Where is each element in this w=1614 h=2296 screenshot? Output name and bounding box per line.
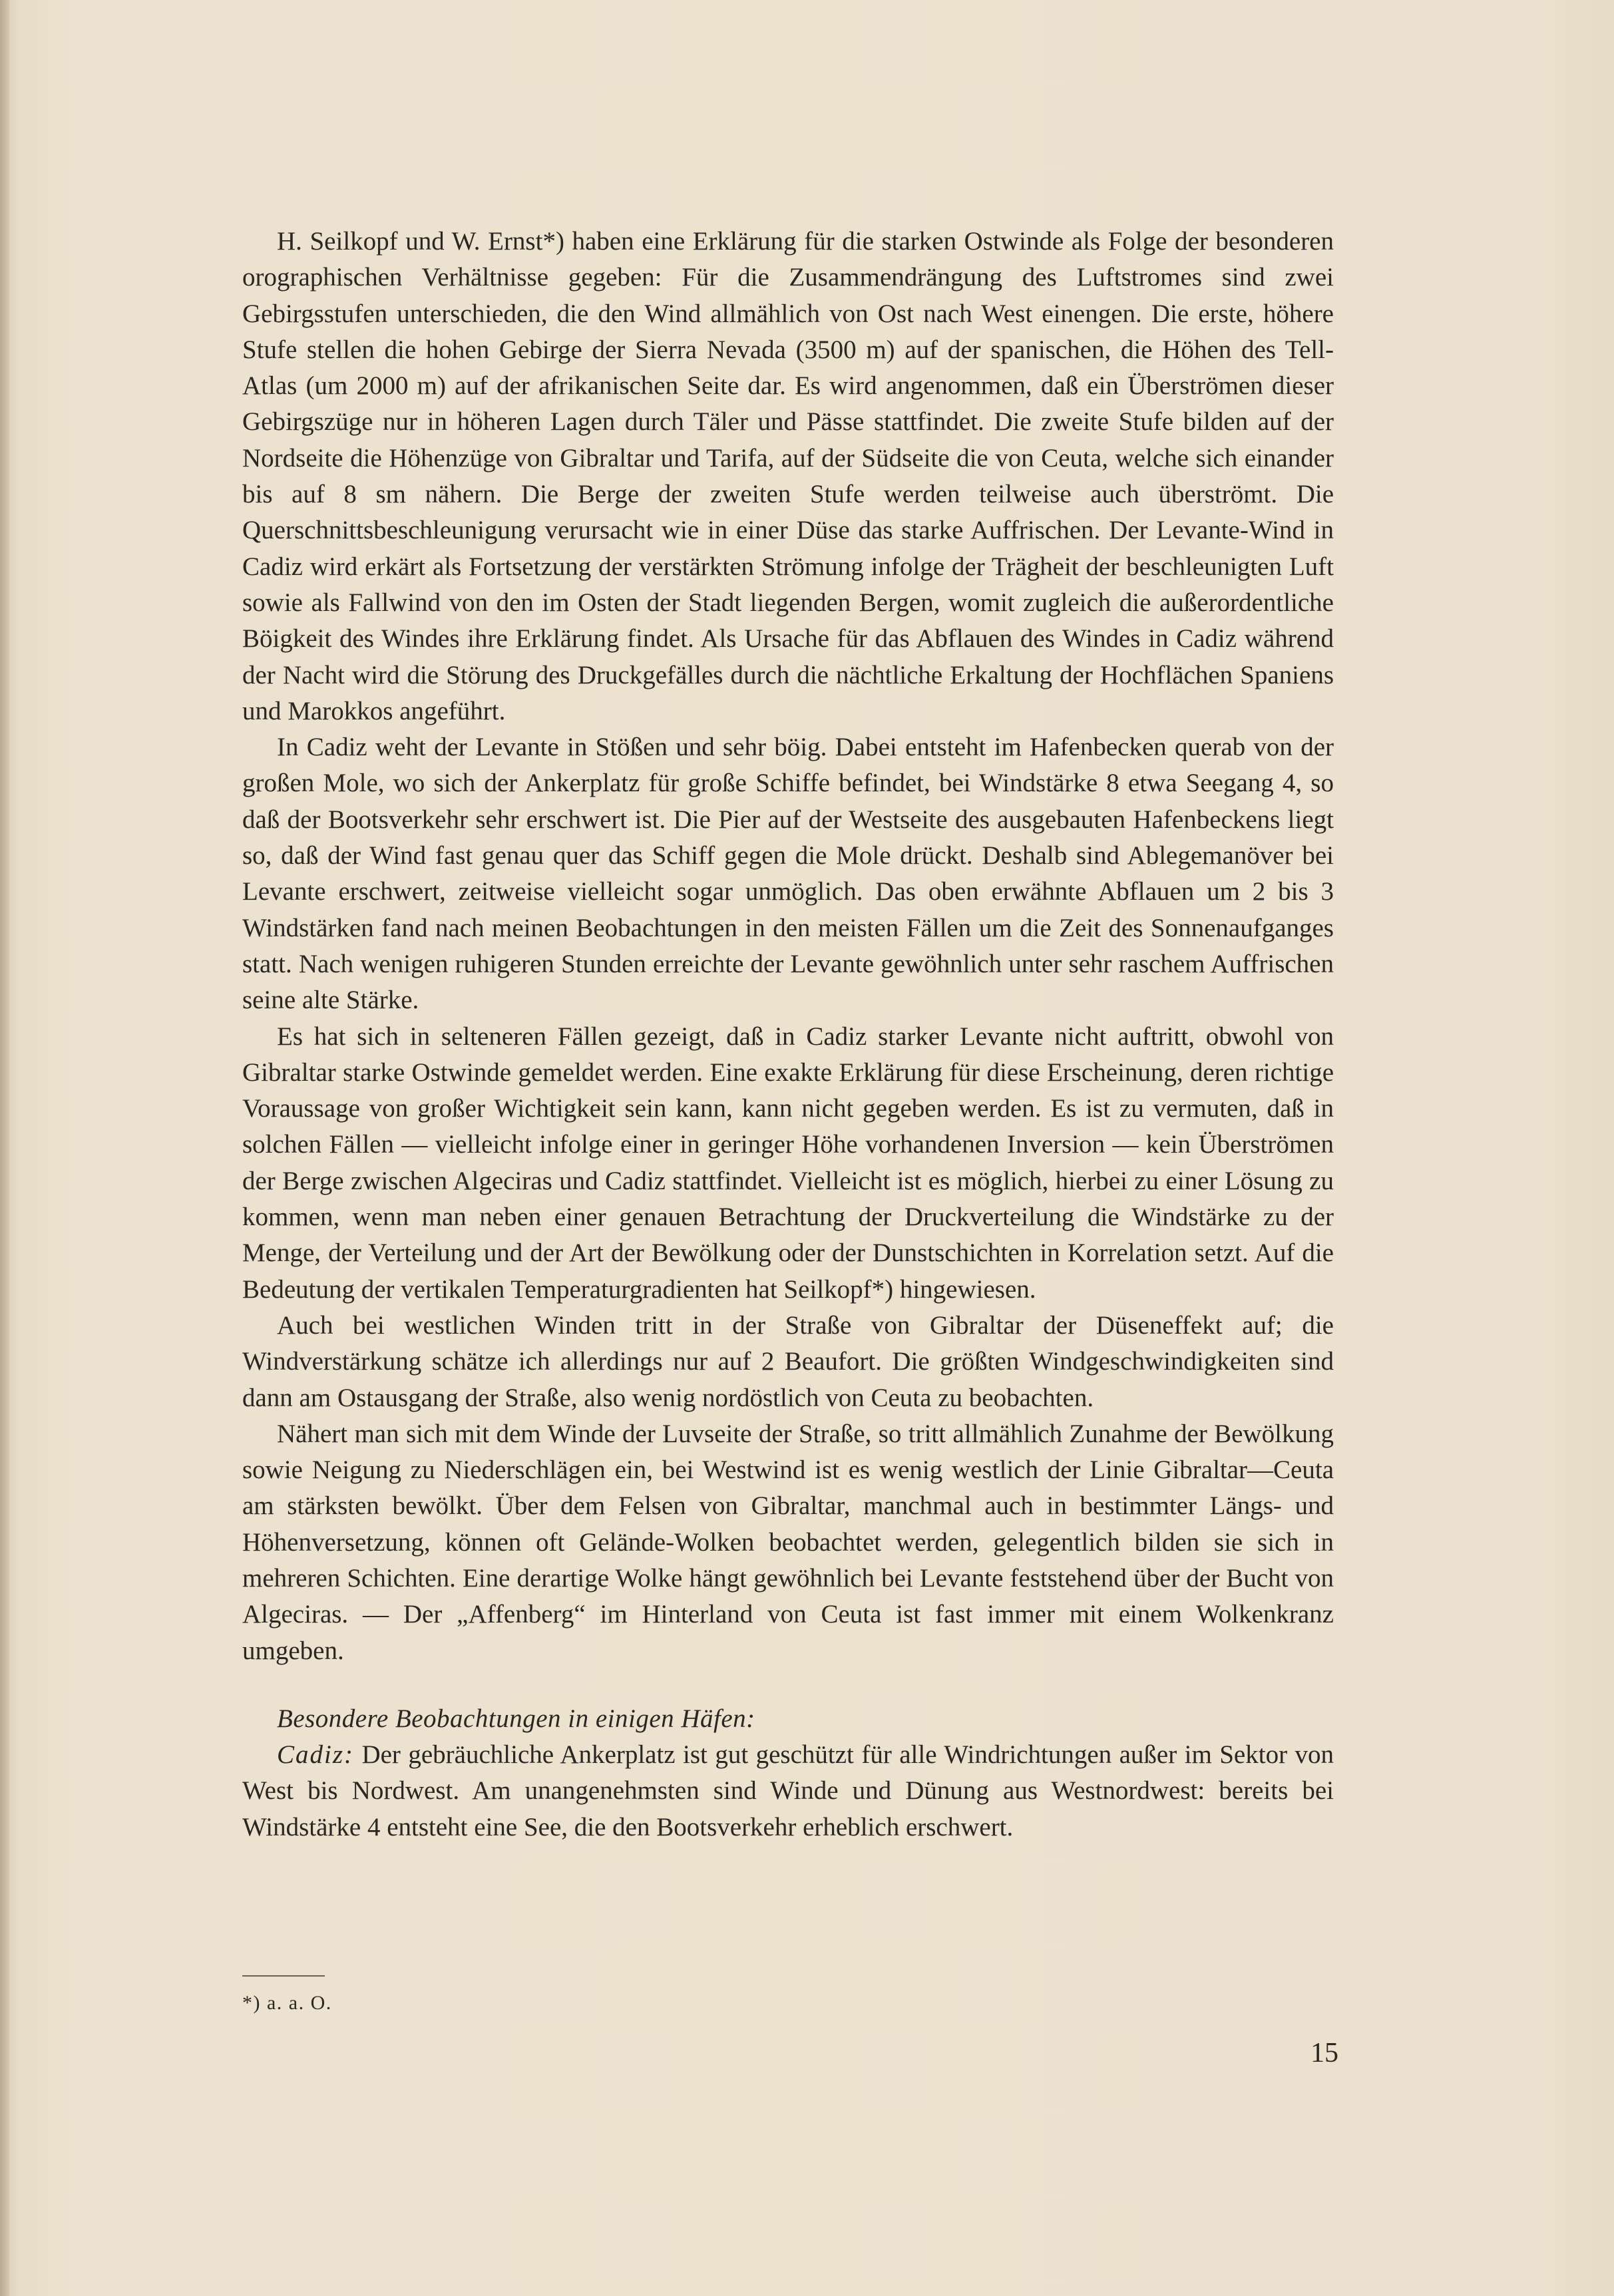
cadiz-text: Der gebräuchliche Ankerplatz ist gut geschützt für alle Windrichtungen außer im Sektor von West bis Nordwest. Am unangenehmsten sind Winde und Dünung aus Westnordwest: bereits bei Windstärke 4 entsteht eine See, die den Bootsverkehr erheblich erschwert.: [242, 1740, 1334, 1841]
paragraph-5: Nähert man sich mit dem Winde der Luvseite der Straße, so tritt allmählich Zunahme der Bewölkung sowie Neigung zu Niederschlägen ein, bei Westwind ist es wenig westlich der Linie Gibraltar—Ceuta am stärksten bewölkt. Über dem Felsen von Gibraltar, manchmal auch in bestimmter Längs- und Höhenversetzung, können oft Gelände-Wolken beobachtet werden, gelegentlich bilden sie sich in mehreren Schichten. Eine derartige Wolke hängt gewöhnlich bei Levante feststehend über der Bucht von Algeciras. — Der „Affenberg“ im Hinterland von Ceuta ist fast immer mit einem Wolkenkranz umgeben.: [242, 1419, 1334, 1665]
cadiz-label: Cadiz:: [277, 1740, 355, 1770]
paragraph-cadiz: [242, 1737, 1334, 1845]
body-text: [242, 224, 1334, 1845]
paragraph-2: In Cadiz weht der Levante in Stößen und sehr böig. Dabei entsteht im Hafenbecken querab von der großen Mole, wo sich der Ankerplatz für große Schiffe befindet, bei Windstärke 8 etwa Seegang 4, so daß der Bootsverkehr sehr erschwert ist. Die Pier auf der Westseite des ausgebauten Hafenbeckens liegt so, daß der Wind fast genau quer das Schiff gegen die Mole drückt. Deshalb sind Ablegemanöver bei Levante erschwert, zeitweise vielleicht sogar unmöglich. Das oben erwähnte Abflauen um 2 bis 3 Windstärken fand nach meinen Beobachtungen in den meisten Fällen um die Zeit des Sonnenaufganges statt. Nach wenigen ruhigeren Stunden erreichte der Levante gewöhnlich unter sehr raschem Auffrischen seine alte Stärke.: [242, 733, 1334, 1015]
footnote: *) a. a. O.: [242, 1992, 332, 2014]
paragraph-1: H. Seilkopf und W. Ernst*) haben eine Erklärung für die starken Ostwinde als Folge der besonderen orographischen Verhältnisse gegeben: Für die Zusammendrängung des Luftstromes sind zwei Gebirgsstufen unterschieden, die den Wind allmählich von Ost nach West einengen. Die erste, höhere Stufe stellen die hohen Gebirge der Sierra Nevada (3500 m) auf der spanischen, die Höhen des Tell-Atlas (um 2000 m) auf der afrikanischen Seite dar. Es wird angenommen, daß ein Überströmen dieser Gebirgszüge nur in höheren Lagen durch Täler und Pässe stattfindet. Die zweite Stufe bilden auf der Nordseite die Höhenzüge von Gibraltar und Tarifa, auf der Südseite die von Ceuta, welche sich einander bis auf 8 sm nähern. Die Berge der zweiten Stufe werden teilweise auch überströmt. Die Querschnittsbeschleunigung verursacht wie in einer Düse das starke Auffrischen. Der Levante-Wind in Cadiz wird erkärt als Fortsetzung der verstärkten Strömung infolge der Trägheit der beschleunigten Luft sowie als Fallwind von den im Osten der Stadt liegenden Bergen, womit zugleich die außerordentliche Böigkeit des Windes ihre Erklärung findet. Als Ursache für das Abflauen des Windes in Cadiz während der Nacht wird die Störung des Druckgefälles durch die nächtliche Erkaltung der Hochflächen Spaniens und Marokkos angeführt.: [242, 227, 1334, 725]
section-heading: Besondere Beobachtungen in einigen Häfen:: [277, 1704, 755, 1733]
footnote-divider: [242, 1975, 325, 1977]
paragraph-4: Auch bei westlichen Winden tritt in der Straße von Gibraltar der Düseneffekt auf; die Windverstärkung schätze ich allerdings nur auf 2 Beaufort. Die größten Windgeschwindigkeiten sind dann am Ostausgang der Straße, also wenig nordöstlich von Ceuta zu beobachten.: [242, 1310, 1334, 1412]
paragraph-3: Es hat sich in selteneren Fällen gezeigt, daß in Cadiz starker Levante nicht auftritt, obwohl von Gibraltar starke Ostwinde gemeldet werden. Eine exakte Erklärung für diese Erscheinung, deren richtige Voraussage von großer Wichtigkeit sein kann, kann nicht gegeben werden. Es ist zu vermuten, daß in solchen Fällen — vielleicht infolge einer in geringer Höhe vorhandenen Inversion — kein Überströmen der Berge zwischen Algeciras und Cadiz stattfindet. Vielleicht ist es möglich, hierbei zu einer Lösung zu kommen, wenn man neben einer genauen Betrachtung der Druckverteilung die Windstärke zu der Menge, der Verteilung und der Art der Bewölkung oder der Dunstschichten in Korrelation setzt. Auf die Bedeutung der vertikalen Temperaturgradienten hat Seilkopf*) hingewiesen.: [242, 1022, 1334, 1304]
page-spine-shadow: [0, 0, 9, 2296]
page-number: 15: [1311, 2038, 1338, 2068]
